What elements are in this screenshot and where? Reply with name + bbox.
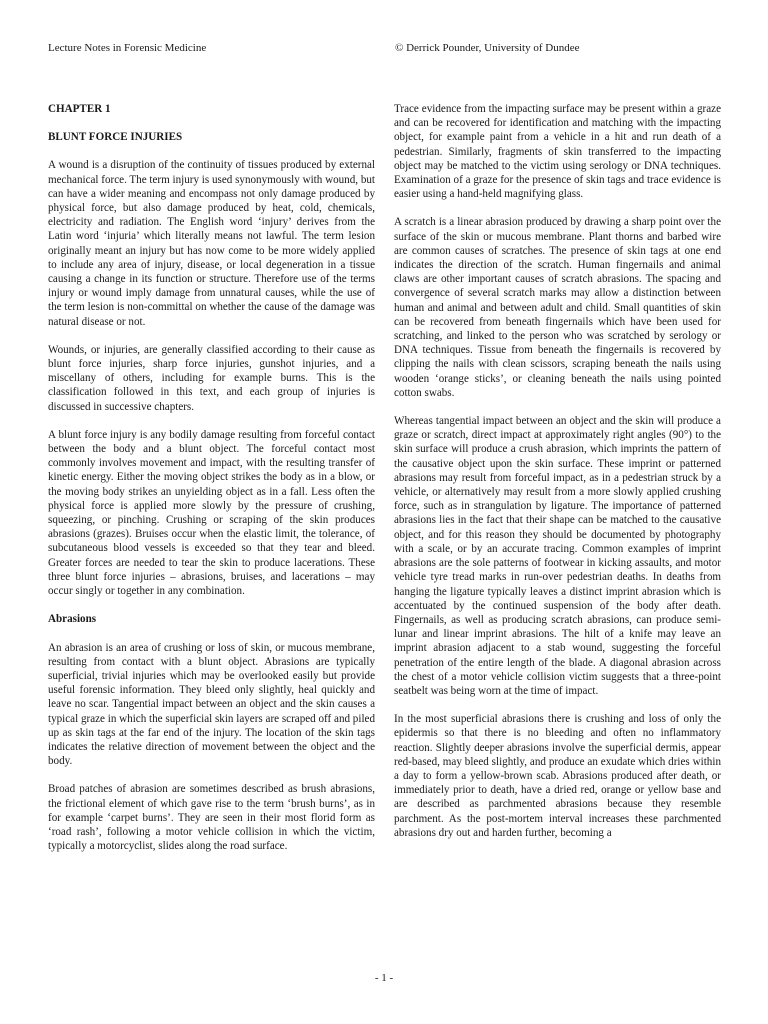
paragraph: Trace evidence from the impacting surface may be present within a graze and can be recovered for identification and matching with the impacting object, for example paint from a vehicle in a hit and run death of a pedestrian. Similarly, fragments of skin transferred to the impacting object may be matched to the victim using serology or DNA techniques. Examination of a graze for the presence of skin tags and trace evidence is easier using a hand-held magnifying glass. [394,103,721,201]
paragraph: In the most superficial abrasions there is crushing and loss of only the epidermis so that there is no bleeding and often no inflammatory reaction. Slightly deeper abrasions involve the superficial dermis, appear red-based, may bleed slightly, and produce an exudate which dries within a day to form a yellow-brown scab. Abrasions produced after death, or immediately prior to death, have a dried red, orange or yellow base and are described as parchmented abrasions because they resemble parchment. As the post-mortem interval increases these parchmented abrasions dry out and harden further, becoming a [394,713,721,839]
paragraph: A scratch is a linear abrasion produced by drawing a sharp point over the surface of the skin or mucous membrane. Plant thorns and barbed wire are common causes of scratches. The presence of skin tags at one end indicates the direction of the scratch. Human fingernails and animal claws are other important causes of scratch abrasions. The spacing and convergence of several scratch marks may allow a distinction between human and animal and between adult and child. Small quantities of skin can be recovered from beneath fingernails which have been used for scratching, and linked to the person who was scratched by serology or DNA techniques. Tissue from beneath the fingernails is recovered by clipping the nails with clean scissors, scraping beneath the nails using wooden ‘orange sticks’, or cleaning beneath the nails using pointed cotton swabs. [394,216,721,399]
header-copyright: © Derrick Pounder, University of Dundee [395,42,580,54]
right-column [394,102,721,854]
page-footer [0,970,768,986]
paragraph: Whereas tangential impact between an object and the skin will produce a graze or scratch, direct impact at approximately right angles (90°) to the skin surface will produce a crush abrasion, which imprints the pattern of the causative object upon the skin surface. These imprint or patterned abrasions may result from forceful impact, as in a pedestrian struck by a vehicle, or alternatively may result from a more slowly applied crushing force, such as in strangulation by ligature. The importance of patterned abrasions lies in the fact that their shape can be matched to the causative object, and for this reason they should be documented by photography with a scale, or by an accurate tracing. Common examples of imprint abrasions are the sole patterns of footwear in kicking assaults, and motor vehicle tyre tread marks in run-over pedestrian deaths. In deaths from hanging the ligature typically leaves a distinct imprint abrasion which is accentuated by the continued suspension of the body after death. Fingernails, as well as producing scratch abrasions, can produce semi-lunar and linear imprint abrasions. The hilt of a knife may leave an imprint abrasion adjacent to a stab wound, suggesting the forceful penetration of the entire length of the blade. A diagonal abrasion across the chest of a motor vehicle collision victim suggests that a three-point seatbelt was being worn at the time of impact. [394,415,721,697]
paragraph: A wound is a disruption of the continuity of tissues produced by external mechanical force. The term injury is used synonymously with wound, but can have a wider meaning and encompass not only damage produced by physical force, but also damage produced by heat, cold, chemicals, electricity and radiation. The English word ‘injury’ derives from the Latin word ‘injuria’ which literally means not lawful. The term lesion originally meant an injury but has now come to be more widely applied to include any area of injury, disease, or local degeneration in a tissue causing a change in its function or structure. Therefore use of the terms injury or wound imply damage from unnatural causes, while the use of the term lesion is non-committal on whether the cause of the damage was natural disease or not. [48,159,376,328]
paragraph: An abrasion is an area of crushing or loss of skin, or mucous membrane, resulting from contact with a blunt object. Abrasions are typically superficial, trivial injuries which may be overlooked easily but provide useful forensic information. They bleed only slightly, heal quickly and leave no scar. Tangential impact between an object and the skin causes a typical graze in which the superficial skin layers are scraped off and piled up as skin tags at the far end of the injury. The location of the skin tags indicates the relative direction of movement between the object and the body. [48,641,375,768]
left-column [48,102,375,867]
chapter-title: BLUNT FORCE INJURIES [48,131,183,144]
header-course-title: Lecture Notes in Forensic Medicine [48,42,207,54]
paragraph: Broad patches of abrasion are sometimes described as brush abrasions, the frictional element of which gave rise to the term ‘brush burns’, as in for example ‘carpet burns’. They are seen in their most florid form as ‘road rash’, following a motor vehicle collision in which the victim, typically a motorcyclist, slides along the road surface. [48,783,375,853]
page-number: - 1 - [374,972,394,984]
paragraph: Wounds, or injuries, are generally classified according to their cause as blunt force injuries, sharp force injuries, gunshot injuries, and a miscellany of others, including for example burns. This is the classification followed in this text, and each group of injuries is discussed in successive chapters. [48,343,375,413]
section-heading-abrasions: Abrasions [48,613,97,626]
paragraph: A blunt force injury is any bodily damage resulting from forceful contact between the body and a blunt object. The forceful contact most commonly involves movement and impact, with the resulting transfer of kinetic energy. Either the moving object strikes the body as in a blow, or the moving body strikes an unyielding object as in a fall. Less often the physical force is applied more slowly by the pressure of crushing, squeezing, or pinching. Crushing or scraping of the skin produces abrasions (grazes). Bruises occur when the elastic limit, the tolerance, of subcutaneous blood vessels is exceeded so that they tear and bleed. Greater forces are needed to tear the skin to produce lacerations. These three blunt force injuries – abrasions, bruises, and lacerations – may occur singly or together in any combination. [48,428,375,598]
page-header [48,40,720,56]
chapter-label: CHAPTER 1 [48,103,111,115]
